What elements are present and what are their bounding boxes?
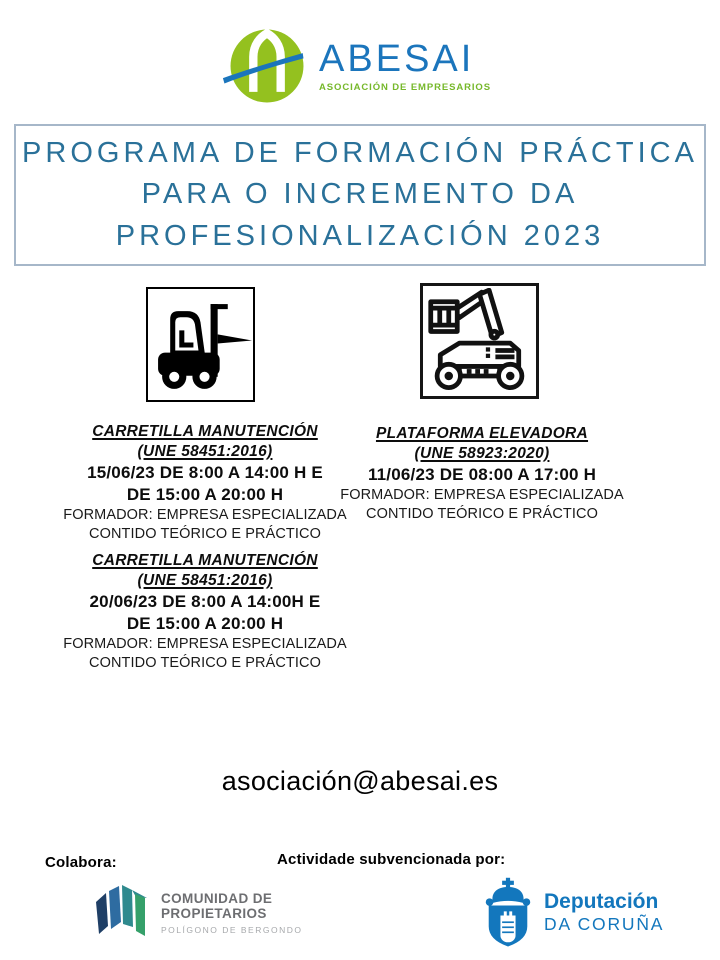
course-block-carretilla-2 <box>55 551 355 673</box>
colabora-label: Colabora: <box>45 854 117 871</box>
comunidad-stripes-icon <box>95 883 153 941</box>
comunidad-propietarios-logo <box>95 883 302 941</box>
course-title: CARRETILLA MANUTENCIÓN <box>92 423 318 440</box>
course-standard: (UNE 58451:2016) <box>137 443 273 461</box>
course-trainer: FORMADOR: EMPRESA ESPECIALIZADA <box>340 487 624 504</box>
abesai-arch-icon <box>229 28 305 104</box>
course-title: PLATAFORMA ELEVADORA <box>375 425 589 442</box>
course-schedule-line: DE 15:00 A 20:00 H <box>126 614 284 634</box>
course-block-carretilla-1 <box>55 422 355 544</box>
comunidad-line-1: COMUNIDAD DE <box>161 891 273 906</box>
deputacion-shield-icon <box>482 876 534 950</box>
course-content: CONTIDO TEÓRICO E PRÁCTICO <box>89 655 321 672</box>
program-title-line-2: PARA O INCREMENTO DA <box>141 178 579 211</box>
program-title-line-1: PROGRAMA DE FORMACIÓN PRÁCTICA <box>22 136 698 169</box>
comunidad-line-3: POLÍGONO DE BERGONDO <box>161 924 303 935</box>
course-standard: (UNE 58923:2020) <box>414 445 550 463</box>
deputacion-logo-text <box>544 891 664 934</box>
program-title-line-3: PROFESIONALIZACIÓN 2023 <box>115 219 605 252</box>
deputacion-da-coruna-logo <box>482 876 664 950</box>
course-trainer: FORMADOR: EMPRESA ESPECIALIZADA <box>63 507 347 524</box>
course-trainer: FORMADOR: EMPRESA ESPECIALIZADA <box>63 636 347 653</box>
funding-label: Actividade subvencionada por: <box>277 851 506 868</box>
course-schedule-line: DE 15:00 A 20:00 H <box>126 485 284 505</box>
contact-email: asociación@abesai.es <box>221 766 499 796</box>
forklift-icon-box <box>146 287 255 402</box>
comunidad-line-2: PROPIETARIOS <box>161 905 267 921</box>
course-schedule-line: 20/06/23 DE 8:00 A 14:00H E <box>89 592 321 612</box>
course-title: CARRETILLA MANUTENCIÓN <box>92 552 318 569</box>
logo-name: ABESAI <box>319 37 475 80</box>
course-block-plataforma <box>332 424 632 524</box>
deputacion-line-1: Deputación <box>544 890 659 914</box>
abesai-wordmark <box>319 37 491 93</box>
course-content: CONTIDO TEÓRICO E PRÁCTICO <box>89 526 321 543</box>
course-schedule-line: 15/06/23 DE 8:00 A 14:00 H E <box>87 463 323 483</box>
course-schedule-line: 11/06/23 DE 08:00 A 17:00 H <box>367 465 597 485</box>
boom-lift-icon-box <box>420 283 539 399</box>
course-content: CONTIDO TEÓRICO E PRÁCTICO <box>366 506 598 523</box>
deputacion-line-2: DA CORUÑA <box>544 914 665 935</box>
boom-lift-icon <box>425 288 534 394</box>
forklift-icon <box>151 293 252 398</box>
logo-tagline: ASOCIACIÓN DE EMPRESARIOS <box>319 81 491 93</box>
comunidad-logo-text <box>161 892 302 935</box>
program-title-box <box>14 124 706 266</box>
abesai-logo <box>0 28 720 104</box>
course-standard: (UNE 58451:2016) <box>137 572 273 590</box>
